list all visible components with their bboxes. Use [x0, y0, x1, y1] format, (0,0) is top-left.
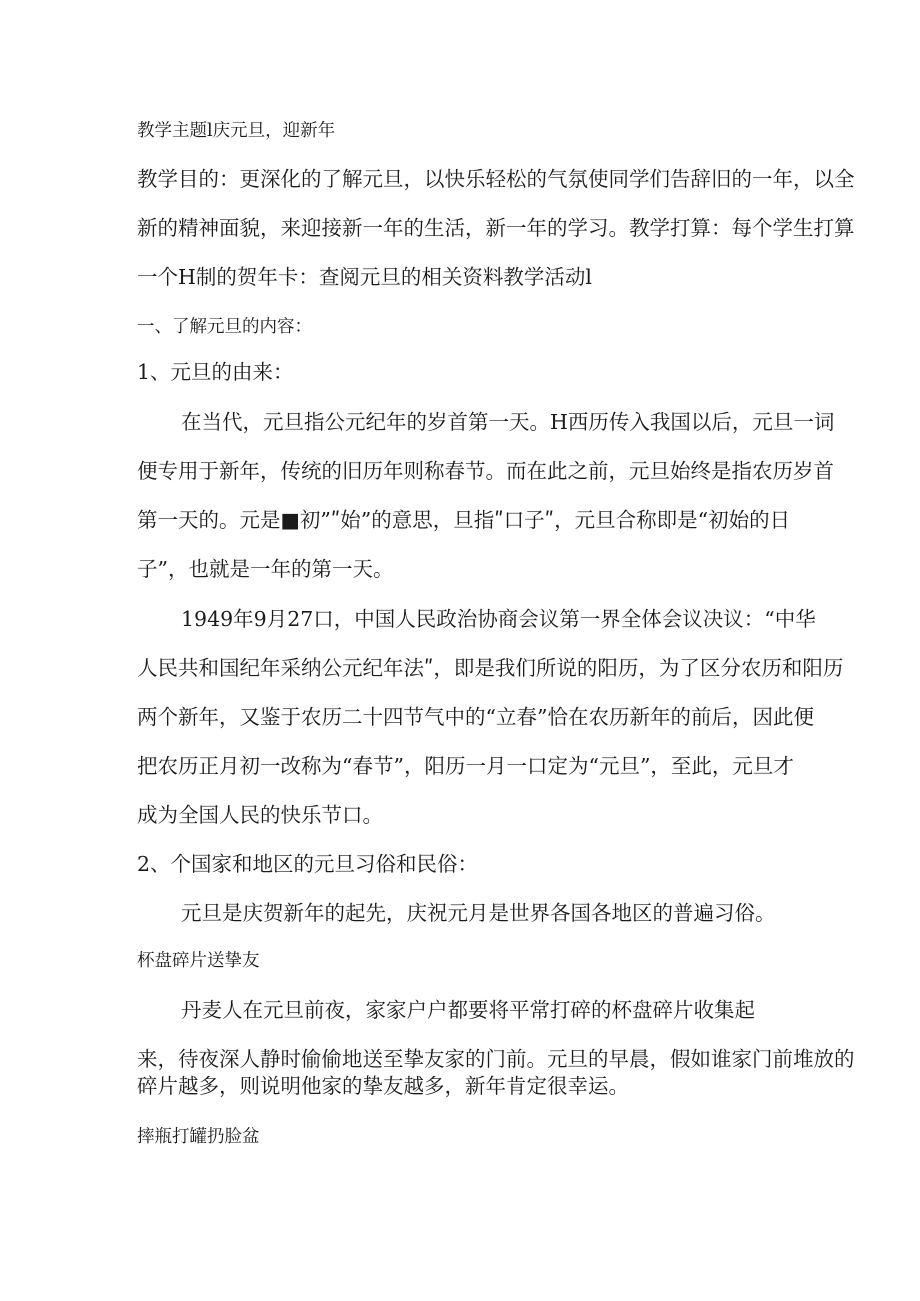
- custom-heading-2: 摔瓶打罐扔脸盆: [137, 1127, 260, 1147]
- paragraph-1-line-3: 第一天的。元是■初”ʺ始”的意思，旦指ʺ口子ʺ，元旦合称即是“初始的日: [137, 508, 791, 532]
- section-heading-1: 一、了解元旦的内容：: [137, 317, 312, 337]
- paragraph-2-line-1: 1949年9月27口，中国人民政治协商会议第一界全体会议决议：“中华: [181, 607, 816, 631]
- objective-line-2: 新的精神面貌，来迎接新一年的生活，新一年的学习。教学打算：每个学生打算: [137, 216, 855, 240]
- paragraph-3-line-1: 元旦是庆贺新年的起先，庆祝元月是世界各国各地区的普遍习俗。: [181, 901, 776, 925]
- paragraph-1-line-2: 便专用于新年，传统的旧历年则称春节。而在此之前，元旦始终是指农历岁首: [137, 459, 834, 483]
- subsection-heading-2: 2、个国家和地区的元旦习俗和民俗：: [137, 852, 479, 876]
- paragraph-1-line-1: 在当代，元旦指公元纪年的岁首第一天。H西历传入我国以后，元旦一词: [181, 410, 835, 434]
- paragraph-2-line-3: 两个新年，又鉴于农历二十四节气中的“立春”恰在农历新年的前后，因此便: [137, 705, 814, 729]
- paragraph-4-line-1: 丹麦人在元旦前夜，家家户户都要将平常打碎的杯盘碎片收集起: [181, 998, 755, 1022]
- custom-heading-1: 杯盘碎片送挚友: [137, 951, 260, 971]
- paragraph-4-line-2: 来，待夜深人静时偷偷地送至挚友家的门前。元旦的早晨，假如谁家门前堆放的: [137, 1047, 855, 1071]
- paragraph-2-line-5: 成为全国人民的快乐节口。: [137, 803, 383, 827]
- subsection-heading-1: 1、元旦的由来：: [137, 360, 294, 384]
- paragraph-2-line-4: 把农历正月初一改称为“春节”，阳历一月一口定为“元旦”，至此，元旦才: [137, 754, 794, 778]
- paragraph-4-line-3: 碎片越多，则说明他家的挚友越多，新年肯定很幸运。: [137, 1074, 629, 1098]
- objective-line-1: 教学目的：更深化的了解元旦，以快乐轻松的气氛使同学们告辞旧的一年，以全: [137, 167, 855, 191]
- paragraph-2-line-2: 人民共和国纪年采纳公元纪年法ʺ，即是我们所说的阳历，为了区分农历和阳历: [137, 656, 844, 680]
- paragraph-1-line-4: 子”，也就是一年的第一天。: [137, 557, 394, 581]
- lesson-title: 教学主题l庆元旦，迎新年: [137, 121, 336, 141]
- objective-line-3: 一个H制的贺年卡：查阅元旦的相关资料教学活动l: [137, 265, 592, 289]
